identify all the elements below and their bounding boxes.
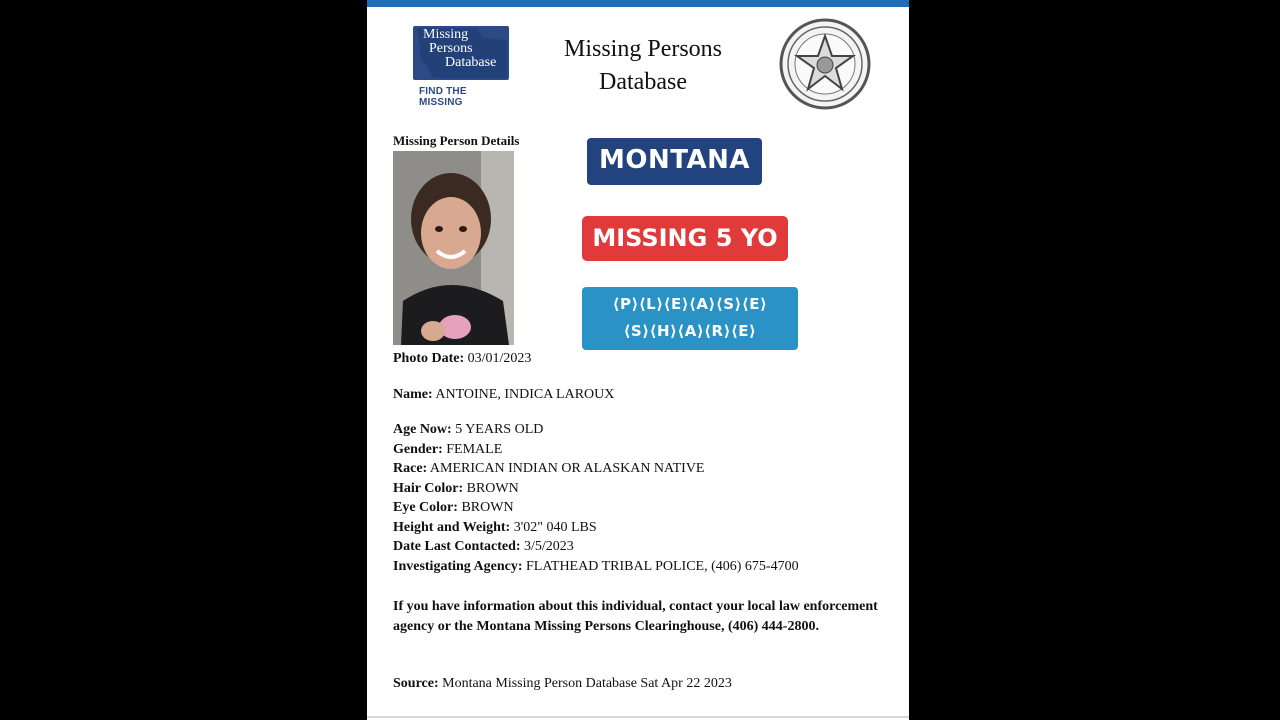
- share-line-2: ⟨S⟩⟨H⟩⟨A⟩⟨R⟩⟨E⟩: [623, 322, 757, 340]
- agency-label: Investigating Agency:: [393, 558, 523, 574]
- state-badge: MONTANA: [587, 138, 762, 185]
- title-line-1: Missing Persons: [563, 36, 723, 62]
- logo-line-2: Persons: [429, 41, 473, 56]
- last-contacted-field: [393, 539, 574, 555]
- logo-line-3: Database: [445, 55, 497, 70]
- height-weight-value: 3'02" 040 LBS: [510, 519, 597, 535]
- logo-line-1: Missing: [423, 27, 469, 42]
- contact-notice: If you have information about this individual, contact your local law enforcement agency or the Montana Missing Persons Clearinghouse, (406) 444-2800.: [393, 599, 878, 634]
- share-line-1: ⟨P⟩⟨L⟩⟨E⟩⟨A⟩⟨S⟩⟨E⟩: [612, 295, 768, 313]
- hair-color-value: BROWN: [463, 480, 519, 496]
- eye-color-label: Eye Color:: [393, 500, 458, 515]
- name-field: [393, 387, 614, 403]
- missing-person-flyer: [367, 0, 909, 720]
- agency-field: [393, 559, 799, 575]
- photo-date-label: Photo Date:: [393, 351, 465, 366]
- star-seal-icon: [779, 18, 871, 110]
- height-weight-label: Height and Weight:: [393, 519, 511, 535]
- age-value: 5 YEARS OLD: [451, 422, 544, 437]
- title-line-2: Database: [599, 69, 687, 95]
- last-contacted-label: Date Last Contacted:: [393, 539, 521, 554]
- race-field: [393, 461, 704, 477]
- hair-color-field: [393, 481, 519, 497]
- age-field: [393, 422, 543, 438]
- page-title: [537, 33, 749, 99]
- section-label: Missing Person Details: [393, 133, 520, 148]
- race-label: Race:: [393, 461, 428, 476]
- race-value: AMERICAN INDIAN OR ALASKAN NATIVE: [427, 461, 705, 476]
- eye-color-field: [393, 500, 514, 516]
- eye-color-value: BROWN: [457, 500, 514, 515]
- photo-date-field: [393, 351, 531, 367]
- gender-label: Gender:: [393, 441, 443, 457]
- logo-tagline: FIND THE MISSING: [419, 86, 467, 108]
- name-label: Name:: [393, 387, 433, 402]
- photo-date-value: 03/01/2023: [464, 351, 532, 366]
- logo-montana-map: [413, 26, 509, 80]
- height-weight-field: [393, 520, 597, 536]
- source-value: Montana Missing Person Database Sat Apr 22 2023: [438, 676, 732, 691]
- missing-badge: MISSING 5 YO: [582, 216, 788, 261]
- gender-value: FEMALE: [442, 441, 503, 457]
- source-field: [393, 676, 732, 692]
- bottom-divider: [367, 716, 909, 718]
- name-value: ANTOINE, INDICA LAROUX: [432, 387, 615, 402]
- source-label: Source:: [393, 676, 439, 691]
- person-photo: [393, 151, 514, 345]
- gender-field: [393, 442, 502, 458]
- last-contacted-value: 3/5/2023: [520, 539, 574, 554]
- agency-value: FLATHEAD TRIBAL POLICE, (406) 675-4700: [522, 558, 799, 574]
- please-share-badge: [582, 287, 798, 350]
- top-accent-bar: [367, 0, 909, 7]
- missing-persons-database-logo: [411, 26, 511, 108]
- hair-color-label: Hair Color:: [393, 480, 464, 496]
- age-label: Age Now:: [393, 422, 452, 437]
